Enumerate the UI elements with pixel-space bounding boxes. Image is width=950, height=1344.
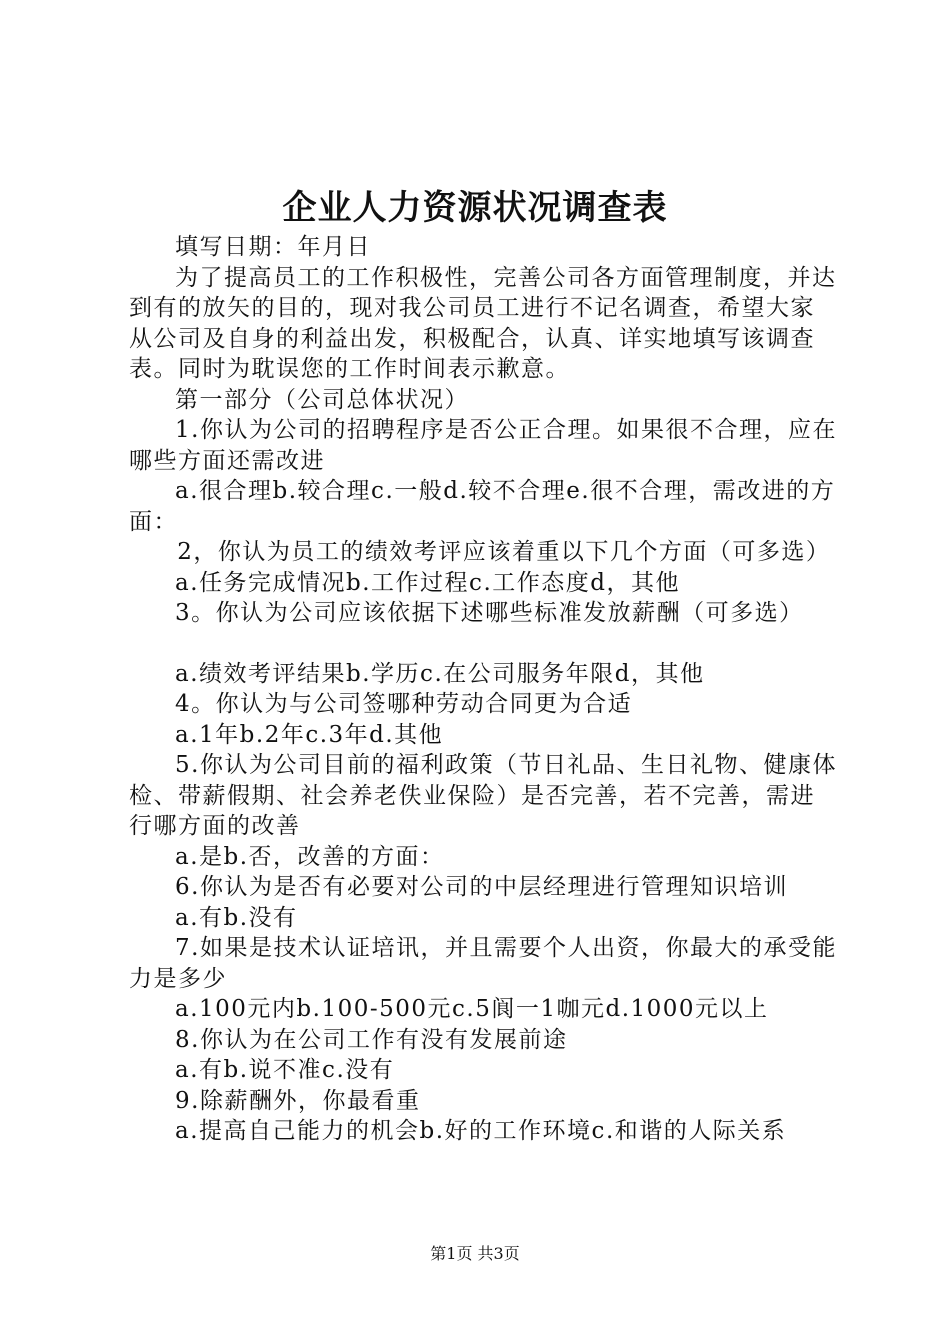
question-7: 7.如果是技术认证培讯，并且需要个人出资，你最大的承受能力是多少 — [129, 935, 837, 992]
question-4: 4。你认为与公司签哪种劳动合同更为合适 — [175, 691, 633, 717]
question-4-options: a.1年b.2年c.3年d.其他 — [175, 721, 444, 748]
blank-line — [129, 629, 839, 659]
question-5-options: a.是b.否，改善的方面： — [175, 843, 445, 870]
question-2-options: a.任务完成情况b.工作过程c.工作态度d，其他 — [175, 569, 680, 596]
question-3-options: a.绩效考评结果b.学历c.在公司服务年限d，其他 — [175, 660, 705, 687]
question-3: 3。你认为公司应该依据下述哪些标准发放薪酬（可多选） — [175, 600, 804, 626]
question-1-options: a.很合理b.较合理c.一般d.较不合理e.很不合理，需改进的方面： — [129, 478, 836, 535]
question-7-options: a.100元内b.100-500元c.5阆一1咖元d.1000元以上 — [175, 996, 769, 1022]
question-5: 5.你认为公司目前的福利政策（节日礼品、生日礼物、健康体检、带薪假期、社会养老佚业保险）是否完善，若不完善，需进行哪方面的改善 — [129, 752, 837, 839]
document-title: 企业人力资源状况调查表 — [282, 188, 668, 228]
question-8-options: a.有b.说不准c.没有 — [175, 1057, 395, 1083]
question-6: 6.你认为是否有必要对公司的中层经理进行管理知识培训 — [175, 874, 788, 900]
page-footer: 第1页 共3页 — [430, 1244, 520, 1263]
question-8: 8.你认为在公司工作有没有发展前途 — [175, 1026, 568, 1053]
document-body — [129, 232, 839, 1147]
section-heading: 第一部分（公司总体状况） — [175, 386, 469, 413]
question-6-options: a.有b.没有 — [175, 904, 298, 931]
question-1: 1.你认为公司的招聘程序是否公正合理。如果很不合理，应在哪些方面还需改进 — [129, 417, 837, 474]
fill-date: 填写日期：年月日 — [175, 234, 371, 260]
intro-paragraph: 为了提高员工的工作积极性，完善公司各方面管理制度，并达到有的放矢的目的，现对我公司员工进行不记名调查，希望大家从公司及自身的利益出发，积极配合，认真、详实地填写该调查表。同时为耽误您的工作时间表示歉意。 — [129, 264, 837, 382]
question-9-options: a.提高自己能力的机会b.好的工作环境c.和谐的人际关系 — [175, 1118, 787, 1144]
question-9: 9.除薪酬外，你最看重 — [175, 1087, 421, 1114]
question-2: 2，你认为员工的绩效考评应该着重以下几个方面（可多选） — [177, 539, 831, 565]
